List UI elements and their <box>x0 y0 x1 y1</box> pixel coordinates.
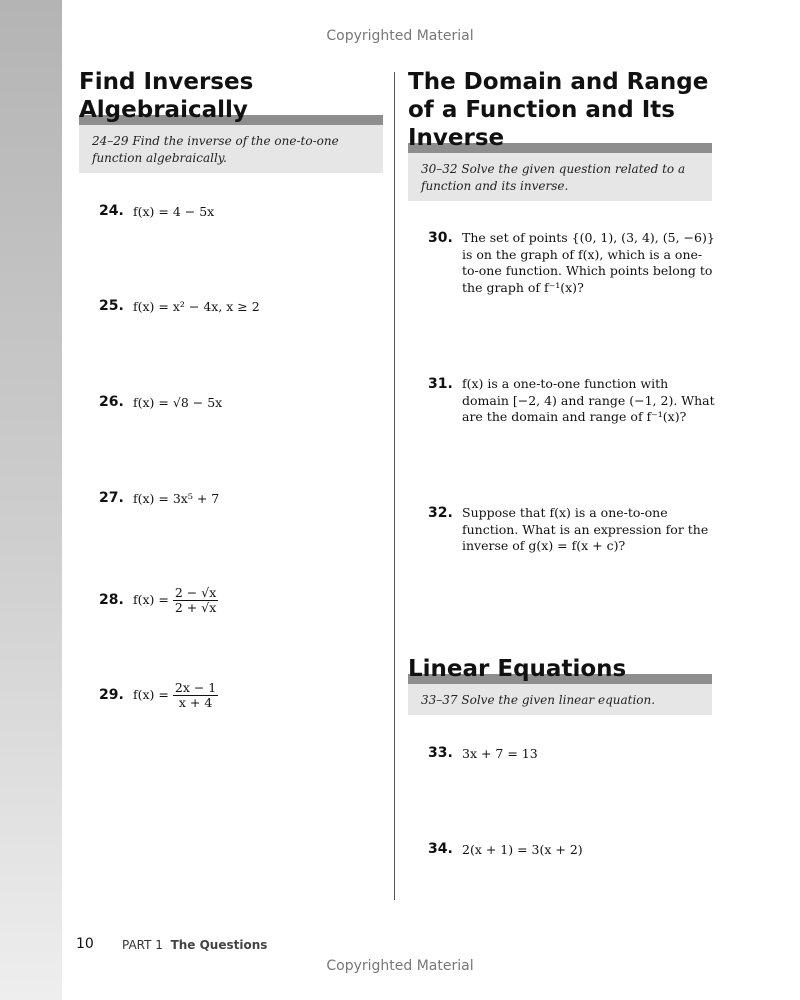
watermark-bottom: Copyrighted Material <box>326 958 474 974</box>
problem-expression: 2(x + 1) = 3(x + 2) <box>462 842 583 857</box>
problem-expression: f(x) = $\frac{2 - √x}{2 + √x}$ <box>133 585 217 615</box>
problem-31: 31. f(x) is a one-to-one function with domain [−2, 4) and range (−1, 2). What are the domain and range of f⁻¹(x)? <box>428 376 715 425</box>
instruction-box: 24–29 Find the inverse of the one-to-one function algebraically. <box>79 125 383 173</box>
problem-33: 33. 3x + 7 = 13 <box>428 745 538 761</box>
problem-32: 32. Suppose that f(x) is a one-to-one function. What is an expression for the inverse of g(x) = f(x + c)? <box>428 505 716 555</box>
page-edge-shade <box>0 0 62 1000</box>
problem-34: 34. 2(x + 1) = 3(x + 2) <box>428 841 583 857</box>
problem-expression: f(x) = 3x⁵ + 7 <box>133 491 220 506</box>
problem-28: 28. f(x) = $\frac{2 - √x}{2 + √x}$ <box>99 585 217 615</box>
problem-expression: f(x) = x² − 4x, x ≥ 2 <box>133 299 260 314</box>
problem-expression: 3x + 7 = 13 <box>462 746 538 761</box>
instruction-box: 33–37 Solve the given linear equation. <box>408 684 712 715</box>
fraction: $\frac{2x - 1}{x + 4}$ <box>174 680 217 710</box>
section-linear-equations <box>408 655 712 715</box>
section-title: The Domain and Range of a Function and Its Inverse <box>408 69 709 151</box>
section-title: Linear Equations <box>408 656 627 682</box>
column-divider <box>394 72 395 900</box>
running-footer: PART 1 The Questions <box>122 938 268 952</box>
problem-expression: f(x) = $\frac{2x - 1}{x + 4}$ <box>133 680 217 710</box>
problem-expression: f(x) = √8 − 5x <box>133 395 223 410</box>
page-number: 10 <box>76 936 94 952</box>
watermark-top: Copyrighted Material <box>326 28 474 44</box>
problem-text: Suppose that f(x) is a one-to-one function. What is an expression for the inverse of g(x) = f(x + c)? <box>462 505 709 554</box>
problem-25: 25. f(x) = x² − 4x, x ≥ 2 <box>99 298 260 314</box>
fraction: $\frac{2 - √x}{2 + √x}$ <box>174 585 217 615</box>
problem-30: 30. The set of points {(0, 1), (3, 4), (5, −6)} is on the graph of f(x), which is a one-to-one function. Which points belong to the graph of f⁻¹(x)? <box>428 230 715 295</box>
problem-expression: f(x) = 4 − 5x <box>133 204 215 219</box>
problem-text: The set of points {(0, 1), (3, 4), (5, −6)} is on the graph of f(x), which is a one-to-one function. Which points belong to the graph of f⁻¹(x)? <box>462 230 715 295</box>
problem-24: 24. f(x) = 4 − 5x <box>99 203 215 219</box>
problem-27: 27. f(x) = 3x⁵ + 7 <box>99 490 220 506</box>
problem-26: 26. f(x) = √8 − 5x <box>99 394 223 410</box>
problem-text: f(x) is a one-to-one function with domain [−2, 4) and range (−1, 2). What are the domain and range of f⁻¹(x)? <box>462 376 715 425</box>
section-find-inverses <box>79 68 383 173</box>
problem-29: 29. f(x) = $\frac{2x - 1}{x + 4}$ <box>99 680 217 710</box>
section-domain-range <box>408 68 712 201</box>
instruction-box: 30–32 Solve the given question related to a function and its inverse. <box>408 153 712 201</box>
section-title: Find Inverses Algebraically <box>79 69 254 123</box>
